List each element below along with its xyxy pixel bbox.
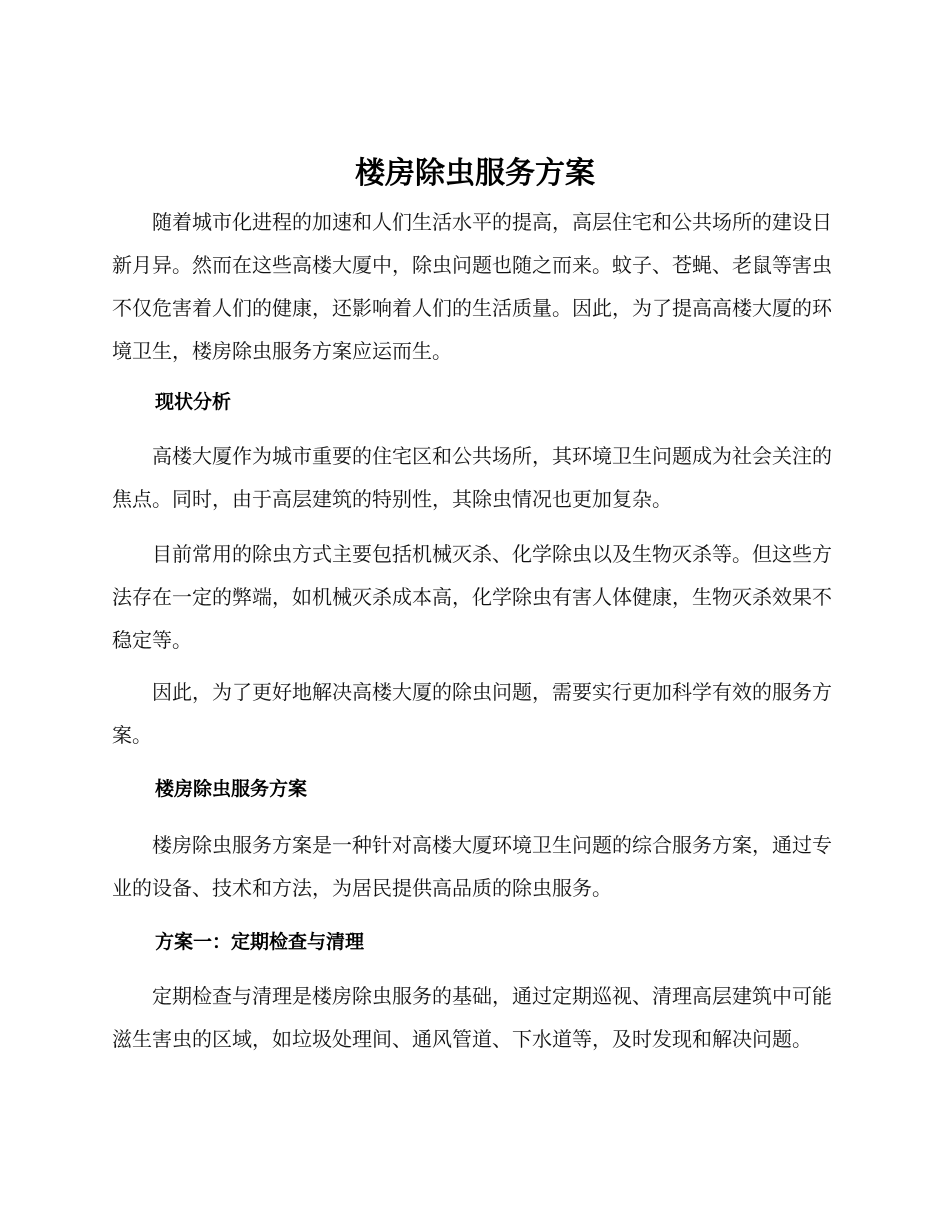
intro-paragraph: 随着城市化进程的加速和人们生活水平的提高，高层住宅和公共场所的建设日新月异。然而在这些高楼大厦中，除虫问题也随之而来。蚊子、苍蝇、老鼠等害虫不仅危害着人们的健康，还影响着人们的生活质量。因此，为了提高高楼大厦的环境卫生，楼房除虫服务方案应运而生。 xyxy=(112,210,832,363)
section-heading-service-plan: 楼房除虫服务方案 xyxy=(155,778,308,800)
section-heading-status-analysis: 现状分析 xyxy=(155,391,232,413)
status-paragraph-2: 目前常用的除虫方式主要包括机械灭杀、化学除虫以及生物灭杀等。但这些方法存在一定的弊端，如机械灭杀成本高，化学除虫有害人体健康，生物灭杀效果不稳定等。 xyxy=(112,542,832,652)
service-plan-paragraph: 楼房除虫服务方案是一种针对高楼大厦环境卫生问题的综合服务方案，通过专业的设备、技术和方法，为居民提供高品质的除虫服务。 xyxy=(112,833,832,900)
document-title: 楼房除虫服务方案 xyxy=(355,156,595,191)
status-paragraph-3: 因此，为了更好地解决高楼大厦的除虫问题，需要实行更加科学有效的服务方案。 xyxy=(112,680,832,747)
status-paragraph-1: 高楼大厦作为城市重要的住宅区和公共场所，其环境卫生问题成为社会关注的焦点。同时，由于高层建筑的特别性，其除虫情况也更加复杂。 xyxy=(112,444,832,511)
section-heading-plan-one: 方案一：定期检查与清理 xyxy=(155,931,365,953)
plan-one-paragraph: 定期检查与清理是楼房除虫服务的基础，通过定期巡视、清理高层建筑中可能滋生害虫的区域，如垃圾处理间、通风管道、下水道等，及时发现和解决问题。 xyxy=(112,984,832,1051)
